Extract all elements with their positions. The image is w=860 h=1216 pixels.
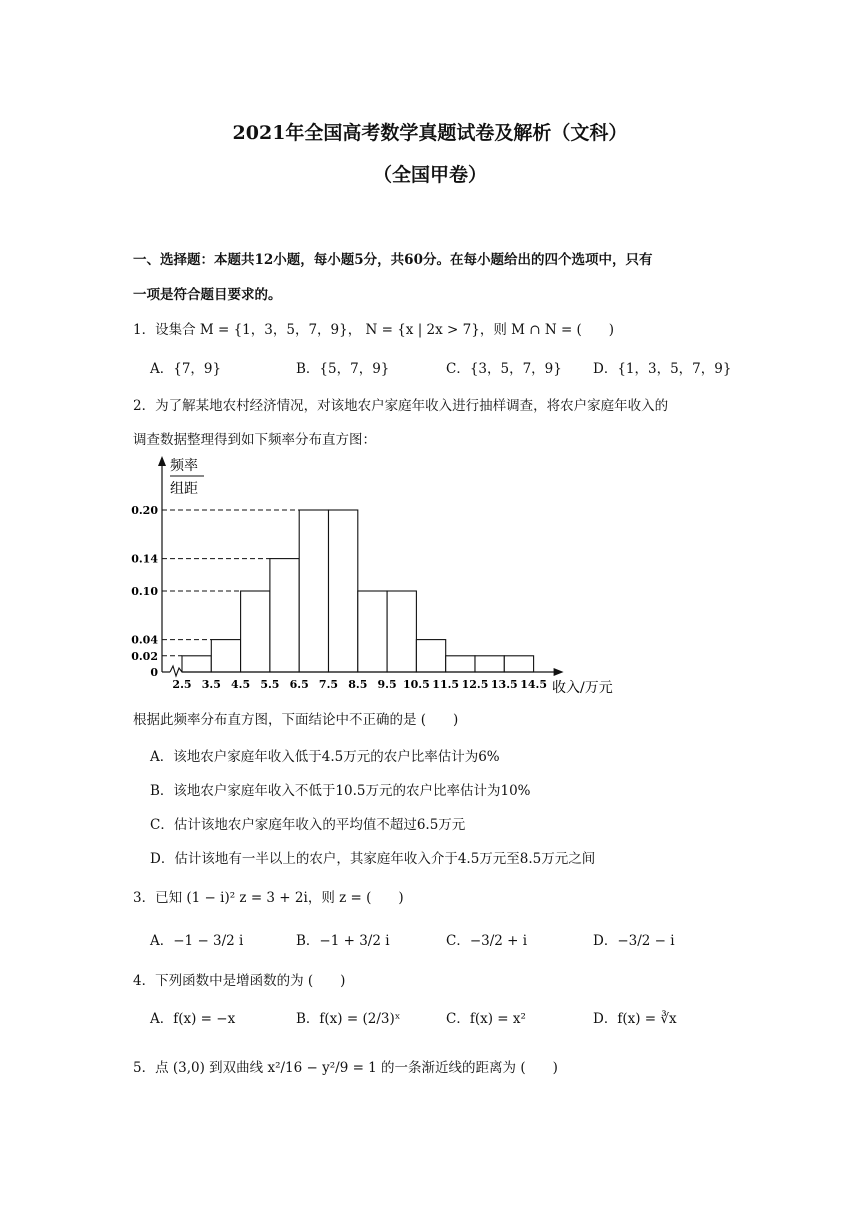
histogram-bar (241, 591, 270, 672)
axis-break-mark (170, 666, 182, 676)
q1-option-b: B．{5，7，9} (296, 361, 390, 377)
q2-option-b: B．该地农户家庭年收入不低于10.5万元的农户比率估计为10% (150, 783, 531, 799)
x-tick-label: 6.5 (289, 678, 309, 691)
histogram-bar (299, 510, 328, 672)
y-tick-label: 0.02 (131, 649, 158, 663)
q2-stem-line2: 调查数据整理得到如下频率分布直方图： (133, 432, 376, 448)
y-axis-label-bottom: 组距 (170, 481, 198, 497)
x-tick-label: 14.5 (520, 678, 547, 691)
paper-subtitle: （全国甲卷） (372, 164, 487, 186)
x-axis-arrow (554, 668, 564, 676)
x-tick-label: 9.5 (377, 678, 397, 691)
y-tick-label: 0 (150, 666, 158, 679)
paper-title: 2021年全国高考数学真题试卷及解析（文科） (232, 122, 628, 144)
q4-option-a: A．f(x) = −x (150, 1011, 236, 1027)
x-tick-label: 12.5 (461, 678, 489, 691)
q5-stem: 5．点 (3,0) 到双曲线 x²/16 − y²/9 = 1 的一条渐近线的距离为 ( ) (133, 1060, 558, 1076)
q1-stem: 1．设集合 M = {1，3，5，7，9}， N = {x | 2x > 7}，则 M ∩ N = ( ) (133, 322, 615, 338)
histogram-bar (387, 591, 416, 672)
histogram-bar (475, 656, 504, 672)
y-tick-label: 0.14 (131, 552, 158, 566)
histogram-bar (329, 510, 358, 672)
q3-stem: 3．已知 (1 − i)² z = 3 + 2i，则 z = ( ) (133, 890, 404, 906)
frequency-histogram (126, 452, 646, 702)
x-tick-label: 8.5 (348, 678, 368, 691)
histogram-bar (358, 591, 387, 672)
q4-option-d: D．f(x) = ∛x (593, 1011, 677, 1027)
x-tick-label: 11.5 (432, 678, 460, 691)
y-axis-arrow (158, 456, 166, 466)
q2-option-d: D．估计该地有一半以上的农户，其家庭年收入介于4.5万元至8.5万元之间 (150, 851, 596, 867)
q4-option-c: C．f(x) = x² (446, 1011, 526, 1027)
histogram-bar (270, 559, 299, 672)
q1-option-c: C．{3，5，7，9} (446, 361, 562, 377)
x-tick-label: 5.5 (260, 678, 280, 691)
q3-option-d: D．−3/2 − i (593, 933, 675, 949)
histogram-bar (504, 656, 533, 672)
y-tick-label: 0.10 (131, 585, 158, 598)
q1-option-d: D．{1，3，5，7，9} (593, 361, 732, 377)
histogram-bar (416, 640, 445, 672)
y-axis-label-top: 频率 (170, 458, 198, 474)
y-tick-label: 0.20 (131, 504, 158, 517)
x-tick-label: 2.5 (172, 678, 192, 691)
section-header-line2: 一项是符合题目要求的。 (133, 287, 282, 303)
q2-option-c: C．估计该地农户家庭年收入的平均值不超过6.5万元 (150, 817, 466, 833)
x-tick-label: 3.5 (201, 678, 221, 691)
q2-after-chart: 根据此频率分布直方图，下面结论中不正确的是 ( ) (133, 712, 459, 728)
q2-stem-line1: 2．为了解某地农村经济情况，对该地农户家庭年收入进行抽样调查，将农户家庭年收入的 (133, 398, 669, 414)
histogram-bar (182, 656, 211, 672)
histogram-bar (211, 640, 240, 672)
section-header-line1: 一、选择题：本题共12小题，每小题5分，共60分。在每小题给出的四个选项中，只有 (133, 252, 653, 268)
q4-option-b: B．f(x) = (2/3)ˣ (296, 1011, 401, 1027)
x-axis-label: 收入/万元 (552, 680, 613, 696)
q3-option-a: A．−1 − 3/2 i (150, 933, 244, 949)
q1-option-a: A．{7，9} (150, 361, 222, 377)
q3-option-c: C．−3/2 + i (446, 933, 528, 949)
y-tick-label: 0.04 (131, 633, 158, 647)
q3-option-b: B．−1 + 3/2 i (296, 933, 390, 949)
histogram-bar (446, 656, 475, 672)
x-tick-label: 10.5 (403, 678, 430, 691)
x-tick-label: 7.5 (318, 678, 339, 691)
x-tick-label: 13.5 (490, 678, 518, 691)
q4-stem: 4．下列函数中是增函数的为 ( ) (133, 973, 346, 989)
q2-option-a: A．该地农户家庭年收入低于4.5万元的农户比率估计为6% (150, 749, 500, 765)
x-tick-label: 4.5 (231, 678, 251, 691)
